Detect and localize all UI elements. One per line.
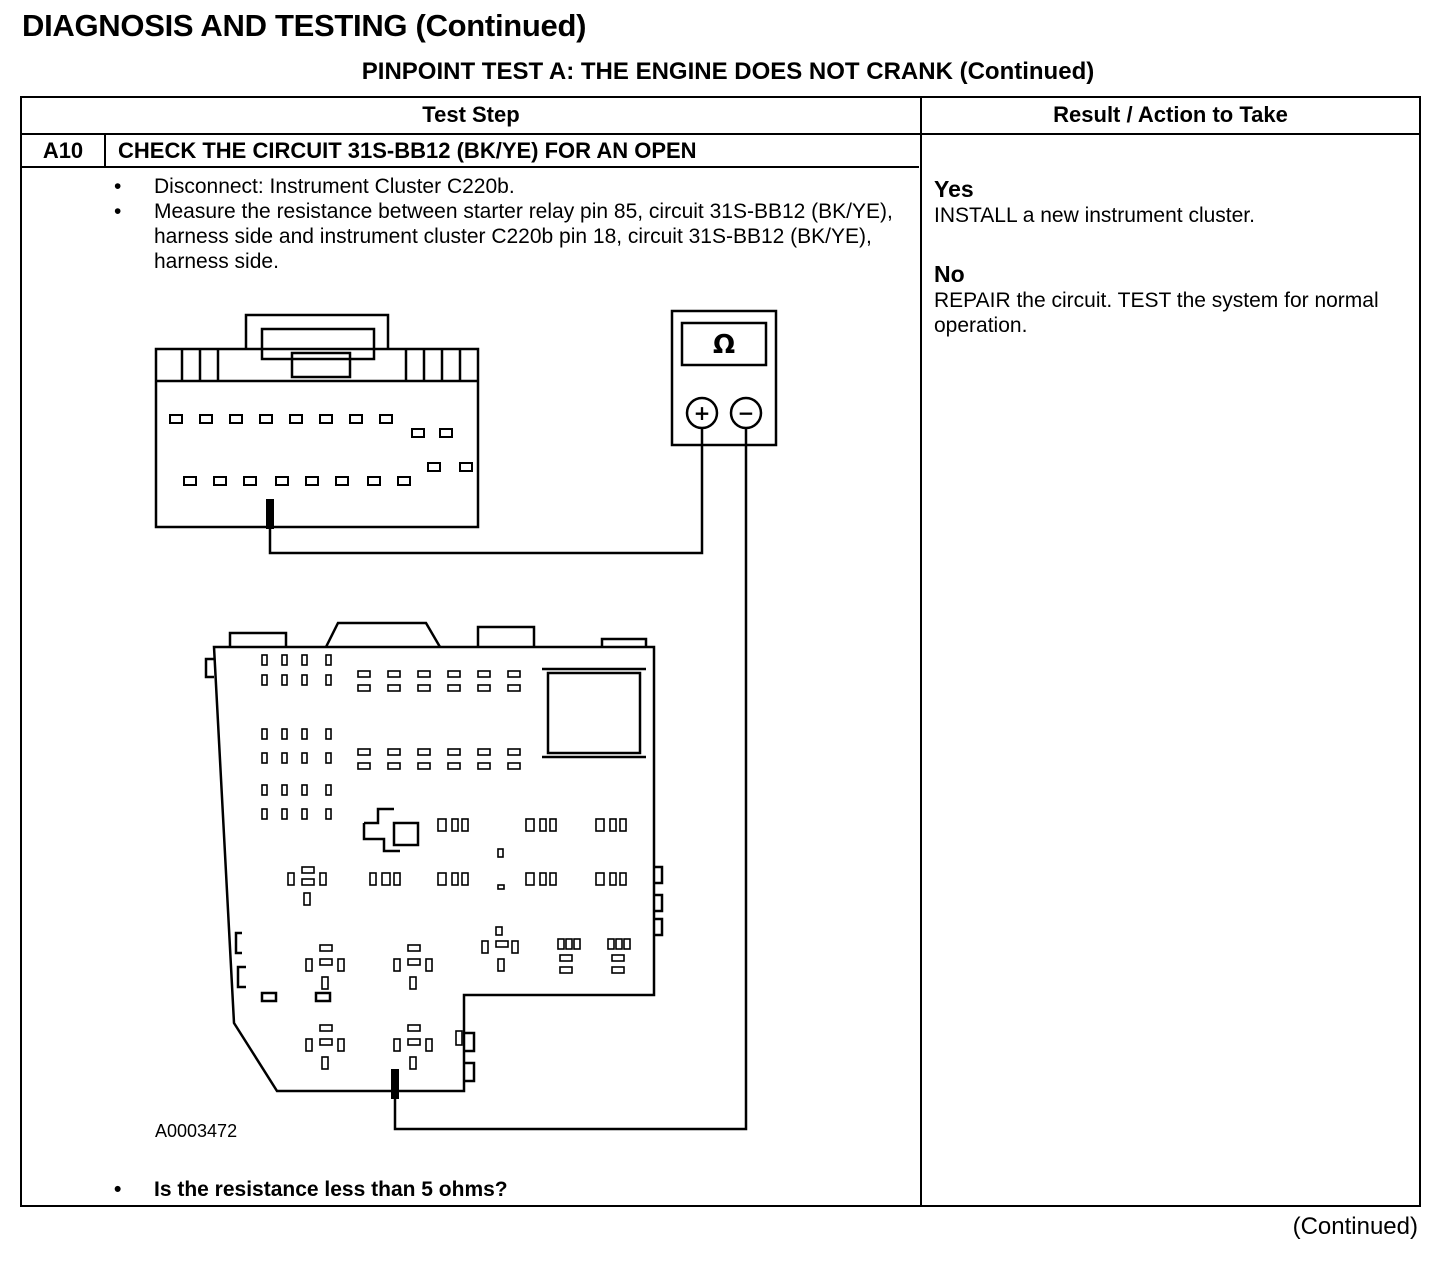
instruction-item: • Disconnect: Instrument Cluster C220b. xyxy=(114,174,894,199)
probe-relay-pin85 xyxy=(391,1069,399,1099)
step-id: A10 xyxy=(22,135,106,166)
probe-c220b-pin18 xyxy=(266,499,274,529)
column-header-test-step: Test Step xyxy=(422,102,520,127)
figure-id: A0003472 xyxy=(155,1121,238,1141)
result-yes xyxy=(934,176,1255,228)
negative-lead xyxy=(395,428,746,1129)
step-name: CHECK THE CIRCUIT 31S-BB12 (BK/YE) FOR AN OPEN xyxy=(118,138,697,163)
minus-terminal-label: − xyxy=(737,401,755,425)
wiring-diagram xyxy=(142,303,782,1133)
column-header-result: Result / Action to Take xyxy=(1053,102,1288,127)
instruction-item: • Measure the resistance between starter relay pin 85, circuit 31S-BB12 (BK/YE), harness side and instrument cluster C220b pin 18, circuit 31S-BB12 (BK/YE), harness side. xyxy=(114,199,894,274)
result-no-action: REPAIR the circuit. TEST the system for normal operation. xyxy=(934,289,1379,337)
fuse-box-outline xyxy=(214,647,654,1091)
fuse-cavities xyxy=(262,655,630,1069)
pinpoint-test-title: PINPOINT TEST A: THE ENGINE DOES NOT CRANK (Continued) xyxy=(361,58,1095,85)
result-yes-action: INSTALL a new instrument cluster. xyxy=(934,204,1255,227)
test-question: • Is the resistance less than 5 ohms? xyxy=(114,1178,508,1202)
result-no-label: No xyxy=(934,261,965,287)
column-divider xyxy=(920,98,922,1205)
continued-footer: (Continued) xyxy=(1292,1213,1418,1240)
step-row-divider xyxy=(22,166,919,168)
instruction-list xyxy=(114,174,894,274)
connector-c220b xyxy=(156,315,478,527)
result-no xyxy=(934,261,1404,338)
positive-lead xyxy=(270,428,702,553)
page-title: DIAGNOSIS AND TESTING (Continued) xyxy=(22,8,587,43)
test-table xyxy=(20,96,1421,1207)
plus-terminal-label: + xyxy=(693,401,711,425)
ohm-symbol: Ω xyxy=(712,330,736,360)
result-yes-label: Yes xyxy=(934,176,974,202)
connector-pins xyxy=(170,415,472,485)
